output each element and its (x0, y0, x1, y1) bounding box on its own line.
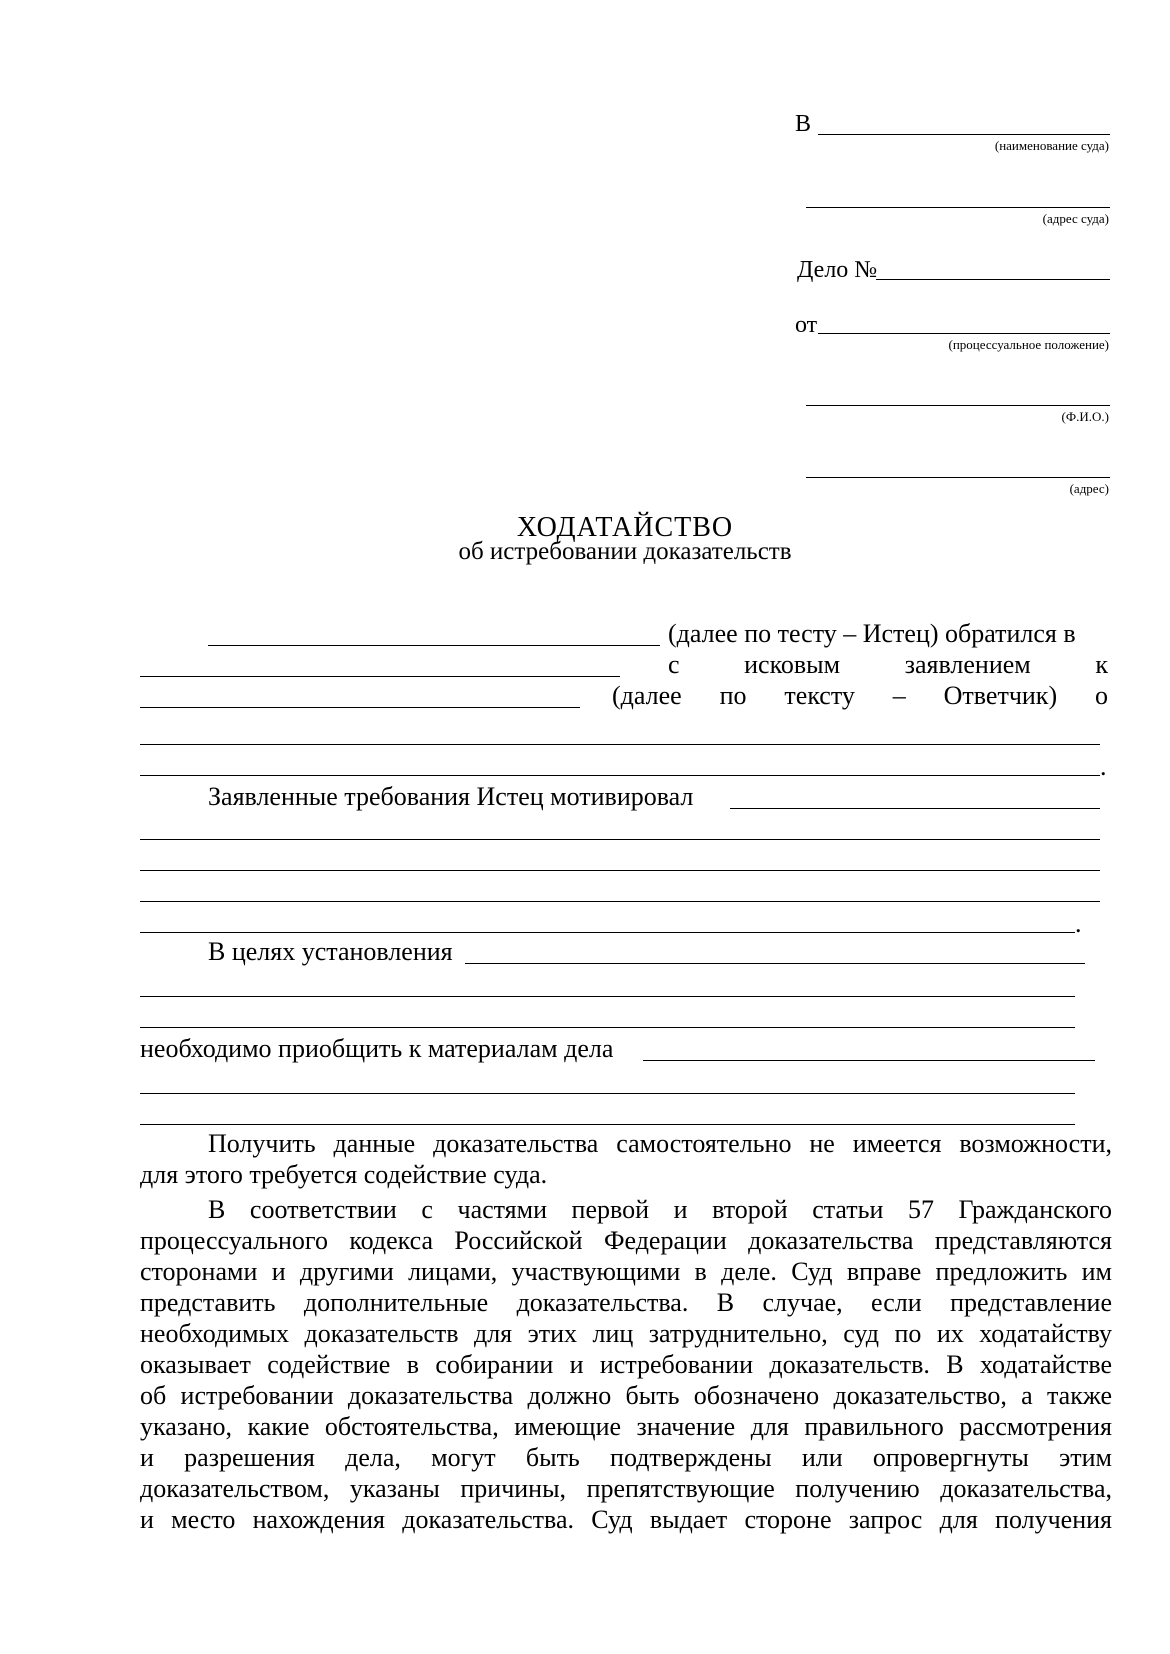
claim-subject-field[interactable] (140, 744, 1100, 745)
purpose-field[interactable] (465, 963, 1085, 964)
claims-period: . (1075, 909, 1082, 938)
para2-line: представить дополнительные доказательства. В случае, если представление (140, 1288, 1112, 1317)
intro-word: Ответчик) (943, 681, 1058, 710)
claims-label: Заявленные требования Истец мотивировал (208, 782, 694, 811)
court-address-field[interactable] (806, 207, 1110, 208)
fio-field[interactable] (806, 405, 1110, 406)
claims-reason-field[interactable] (140, 932, 1075, 933)
intro-word: – (892, 681, 906, 710)
from-field[interactable] (818, 333, 1110, 334)
para2-line: оказывает содействие в собирании и истребовании доказательств. В ходатайстве (140, 1350, 1112, 1379)
attach-label: необходимо приобщить к материалам дела (140, 1034, 614, 1063)
intro-line1: (далее по тесту – Истец) обратился в (668, 619, 1076, 648)
document-subtitle: об истребовании доказательств (458, 538, 792, 565)
para2-line: сторонами и другими лицами, участвующими в деле. Суд вправе предложить им (140, 1257, 1112, 1286)
para1-line: Получить данные доказательства самостоятельно не имеется возможности, (208, 1129, 1112, 1158)
plaintiff-field[interactable] (208, 645, 660, 646)
para2-line: и место нахождения доказательства. Суд выдает стороне запрос для получения (140, 1505, 1112, 1534)
purpose-field[interactable] (140, 996, 1075, 997)
intro-line3 (612, 681, 1108, 711)
para1-line: для этого требуется содействие суда. (140, 1160, 548, 1189)
para2-line: и разрешения дела, могут быть подтверждены или опровергнуты этим (140, 1443, 1112, 1472)
intro-word: заявлением (904, 650, 1031, 679)
claims-reason-field[interactable] (140, 901, 1100, 902)
address-field[interactable] (806, 477, 1110, 478)
claims-reason-field[interactable] (140, 870, 1100, 871)
court-field[interactable] (140, 676, 620, 677)
intro-line2 (668, 650, 1108, 680)
court-prefix: В (795, 111, 812, 137)
defendant-field[interactable] (140, 707, 580, 708)
intro-word: исковым (744, 650, 841, 679)
purpose-label: В целях установления (208, 937, 453, 966)
from-label: от (795, 312, 818, 338)
intro-word: с (668, 650, 680, 679)
para2-line: процессуального кодекса Российской Федерации доказательства представляются (140, 1226, 1112, 1255)
case-number-label: Дело № (797, 257, 878, 283)
address-caption: (адрес) (1069, 481, 1109, 496)
intro-word: о (1095, 681, 1108, 710)
intro-word: тексту (784, 681, 855, 710)
procedural-caption: (процессуальное положение) (948, 337, 1109, 352)
attach-field[interactable] (643, 1060, 1095, 1061)
court-address-caption: (адрес суда) (1042, 211, 1109, 226)
court-name-caption: (наименование суда) (994, 138, 1109, 153)
para2-line: об истребовании доказательства должно быть обозначено доказательство, а также (140, 1381, 1112, 1410)
intro-word: к (1095, 650, 1108, 679)
claims-reason-field[interactable] (140, 839, 1100, 840)
para2-line: необходимых доказательств для этих лиц затруднительно, суд по их ходатайству (140, 1319, 1112, 1348)
intro-word: по (719, 681, 747, 710)
intro-period: . (1100, 752, 1107, 781)
document-title: ХОДАТАЙСТВО (516, 512, 734, 543)
para2-line: указано, какие обстоятельства, имеющие значение для правильного рассмотрения (140, 1412, 1112, 1441)
para2-line: В соответствии с частями первой и второй статьи 57 Гражданского (208, 1195, 1112, 1224)
claims-reason-field[interactable] (730, 808, 1100, 809)
attach-field[interactable] (140, 1124, 1075, 1125)
purpose-field[interactable] (140, 1027, 1075, 1028)
attach-field[interactable] (140, 1093, 1075, 1094)
para2-line: доказательством, указаны причины, препятствующие получению доказательства, (140, 1474, 1112, 1503)
fio-caption: (Ф.И.О.) (1061, 409, 1109, 424)
claim-subject-field[interactable] (140, 775, 1100, 776)
intro-word: (далее (612, 681, 682, 710)
case-number-field[interactable] (876, 279, 1110, 280)
court-name-field[interactable] (818, 134, 1110, 135)
